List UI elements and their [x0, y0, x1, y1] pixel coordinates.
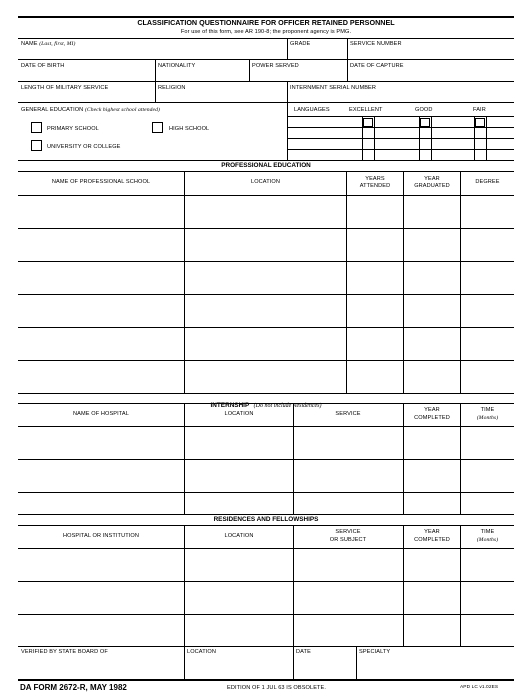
university-label: UNIVERSITY OR COLLEGE: [47, 144, 121, 150]
language-fair-checkbox[interactable]: [475, 118, 485, 127]
nationality-field[interactable]: [156, 71, 248, 80]
grade-label: GRADE: [290, 41, 311, 47]
col-header-graduated: GRADUATED: [414, 183, 450, 189]
date-of-birth-label: DATE OF BIRTH: [21, 63, 65, 69]
primary-school-label: PRIMARY SCHOOL: [47, 126, 99, 132]
col-header-location: LOCATION: [251, 179, 280, 185]
form-subtitle: For use of this form, see AR 190-8; the proponent agency is PMG.: [180, 29, 352, 35]
service-number-field[interactable]: [348, 49, 513, 58]
language-level-fair: FAIR: [473, 107, 486, 113]
col-header-hospital: HOSPITAL OR INSTITUTION: [63, 533, 139, 539]
col-divider: [486, 116, 487, 160]
verification-location-field[interactable]: [185, 658, 292, 678]
col-header-year: YEAR: [424, 529, 440, 535]
col-header-degree: DEGREE: [475, 179, 500, 185]
col-header-time-hint: (Months): [476, 537, 499, 543]
row-divider: [18, 403, 514, 404]
col-divider: [431, 116, 432, 160]
language-name-field[interactable]: [289, 128, 361, 138]
row-divider: [18, 38, 514, 39]
col-header-school: NAME OF PROFESSIONAL SCHOOL: [51, 179, 151, 185]
university-checkbox[interactable]: [31, 140, 42, 151]
service-number-label: SERVICE NUMBER: [350, 41, 402, 47]
internment-serial-label: INTERNMENT SERIAL NUMBER: [290, 85, 377, 91]
high-school-checkbox[interactable]: [152, 122, 163, 133]
primary-school-checkbox[interactable]: [31, 122, 42, 133]
name-label: NAME (Last, first, MI): [21, 41, 76, 47]
section-divider: [18, 393, 514, 394]
residences-title: RESIDENCES AND FELLOWSHIPS: [213, 516, 319, 523]
col-header-year: YEAR: [424, 176, 440, 182]
language-excellent-checkbox[interactable]: [363, 118, 373, 127]
specialty-field[interactable]: [357, 658, 513, 678]
row-divider: [18, 525, 514, 526]
internship-title: INTERNSHIP (Do not include Residences): [210, 402, 322, 409]
col-header-service: SERVICE: [335, 411, 361, 417]
language-name-field[interactable]: [289, 150, 361, 160]
language-good-checkbox[interactable]: [420, 118, 430, 127]
language-level-excellent: EXCELLENT: [349, 107, 383, 113]
nationality-label: NATIONALITY: [158, 63, 196, 69]
general-education-label: GENERAL EDUCATION (Check highest school attended): [21, 107, 160, 113]
length-of-service-field[interactable]: [19, 92, 154, 101]
col-divider: [374, 116, 375, 160]
verification-date-label: DATE: [296, 649, 311, 655]
language-level-good: GOOD: [415, 107, 433, 113]
col-header-completed: COMPLETED: [414, 415, 450, 421]
language-name-field[interactable]: [289, 139, 361, 149]
col-header-service: SERVICE: [335, 529, 361, 535]
col-header-location: LOCATION: [224, 411, 254, 417]
internship-entry-area[interactable]: [19, 427, 513, 513]
professional-education-entry-area[interactable]: [19, 196, 513, 392]
verification-date-field[interactable]: [294, 658, 355, 678]
section-divider: [18, 514, 514, 515]
length-of-service-label: LENGTH OF MILITARY SERVICE: [21, 85, 109, 91]
col-header-completed: COMPLETED: [414, 537, 450, 543]
col-header-location: LOCATION: [224, 533, 254, 539]
religion-label: RELIGION: [158, 85, 186, 91]
edition-note: EDITION OF 1 JUL 63 IS OBSOLETE.: [227, 685, 327, 691]
col-header-time: TIME: [480, 529, 495, 535]
row-divider: [18, 59, 514, 60]
col-header-subject: OR SUBJECT: [329, 537, 367, 543]
section-divider: [18, 160, 514, 161]
date-of-capture-label: DATE OF CAPTURE: [350, 63, 404, 69]
row-divider: [18, 171, 514, 172]
section-divider: [18, 646, 514, 647]
verified-by-field[interactable]: [19, 658, 183, 678]
language-name-field[interactable]: [289, 117, 361, 127]
name-field[interactable]: [19, 49, 286, 58]
verification-location-label: LOCATION: [187, 649, 216, 655]
col-header-year: YEAR: [424, 407, 440, 413]
row-divider: [18, 81, 514, 82]
col-divider: [287, 102, 288, 160]
specialty-label: SPECIALTY: [359, 649, 391, 655]
col-header-hospital: NAME OF HOSPITAL: [73, 411, 129, 417]
col-header-attended: ATTENDED: [359, 183, 391, 189]
power-served-field[interactable]: [250, 71, 346, 80]
internment-serial-field[interactable]: [288, 92, 513, 101]
residences-entry-area[interactable]: [19, 549, 513, 645]
power-served-label: POWER SERVED: [252, 63, 299, 69]
high-school-label: HIGH SCHOOL: [169, 126, 210, 132]
date-of-birth-field[interactable]: [19, 71, 154, 80]
version-label: APD LC v1.02ES: [460, 685, 499, 690]
form-title: CLASSIFICATION QUESTIONNAIRE FOR OFFICER RETAINED PERSONNEL: [137, 18, 395, 27]
grade-field[interactable]: [288, 49, 346, 58]
form-bottom-border: [18, 679, 514, 681]
professional-education-title: PROFESSIONAL EDUCATION: [221, 162, 311, 169]
religion-field[interactable]: [156, 92, 286, 101]
row-divider: [18, 102, 514, 103]
col-header-time: TIME: [480, 407, 495, 413]
col-header-years: YEARS: [365, 176, 385, 182]
verified-by-label: VERIFIED BY STATE BOARD OF: [21, 649, 108, 655]
form-id: DA FORM 2672-R, MAY 1982: [20, 683, 127, 692]
languages-header: LANGUAGES: [294, 107, 330, 113]
col-header-time-hint: (Months): [476, 415, 499, 421]
date-of-capture-field[interactable]: [348, 71, 513, 80]
